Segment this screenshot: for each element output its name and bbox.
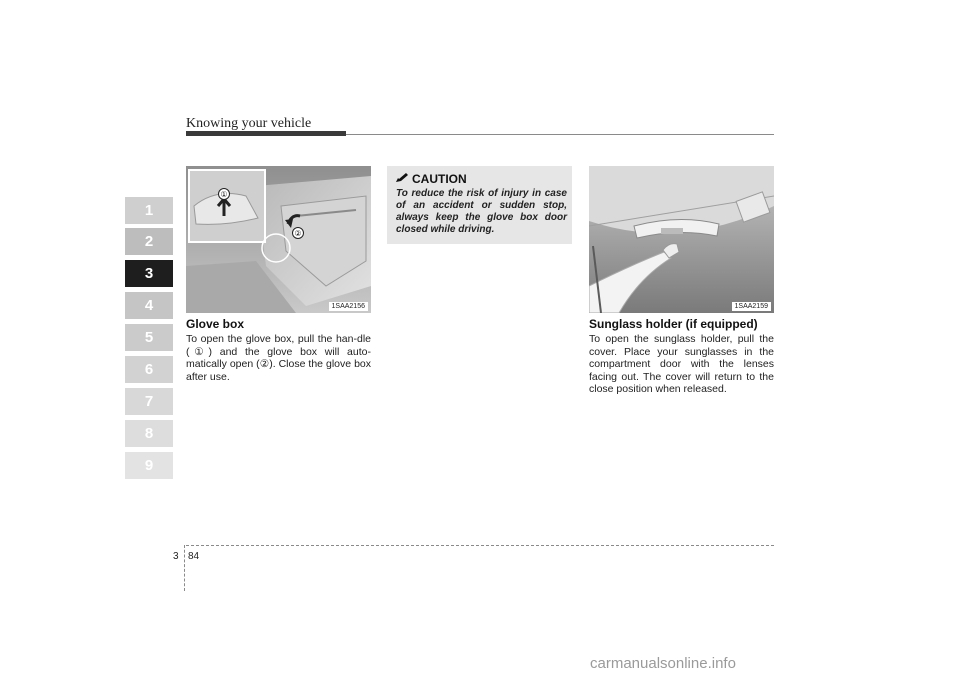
- footer-rule: [186, 545, 774, 546]
- header-title: Knowing your vehicle: [186, 116, 312, 131]
- chapter-tab-3[interactable]: 3: [125, 260, 173, 287]
- footer-chapter-number: 3: [173, 551, 179, 562]
- glove-box-illustration: [186, 166, 371, 313]
- chapter-tab-6[interactable]: 6: [125, 356, 173, 383]
- marker-1-label: ①: [220, 190, 228, 199]
- sunglass-holder-body: To open the sunglass holder, pull the cover. Place your sunglasses in the compartment door with the lenses facing out. The cover will return to the close position when released.: [589, 333, 774, 395]
- sunglass-holder-image-code: 1SAA2159: [732, 302, 771, 311]
- footer-vertical-rule: [184, 545, 185, 591]
- chapter-tab-5[interactable]: 5: [125, 324, 173, 351]
- caution-box: [387, 166, 572, 244]
- chapter-tab-4[interactable]: 4: [125, 292, 173, 319]
- sunglass-holder-illustration: [589, 166, 774, 313]
- glove-box-image-code: 1SAA2156: [329, 302, 368, 311]
- chapter-tab-1[interactable]: 1: [125, 197, 173, 224]
- glove-box-photo: [186, 166, 371, 313]
- header-rule: [346, 134, 774, 135]
- watermark[interactable]: carmanualsonline.info: [590, 655, 736, 672]
- footer-page-number: 84: [188, 551, 200, 562]
- sunglass-holder-heading: Sunglass holder (if equipped): [589, 317, 758, 331]
- marker-2-label: ②: [294, 229, 302, 238]
- caution-pencil-icon: [395, 173, 409, 183]
- glove-box-heading: Glove box: [186, 317, 245, 331]
- sunglass-holder-photo: [589, 166, 774, 313]
- chapter-tab-7[interactable]: 7: [125, 388, 173, 415]
- caution-text: To reduce the risk of injury in case of an accident or sudden stop, always keep the glove box door closed while driving.: [396, 188, 567, 235]
- chapter-tab-2[interactable]: 2: [125, 228, 173, 255]
- chapter-tab-9[interactable]: 9: [125, 452, 173, 479]
- chapter-tab-8[interactable]: 8: [125, 420, 173, 447]
- glove-box-body: To open the glove box, pull the han-dle (①) and the glove box will auto-matically open (②). Close the glove box after use.: [186, 333, 371, 383]
- caution-title: CAUTION: [412, 172, 467, 186]
- header-bar: [186, 131, 346, 136]
